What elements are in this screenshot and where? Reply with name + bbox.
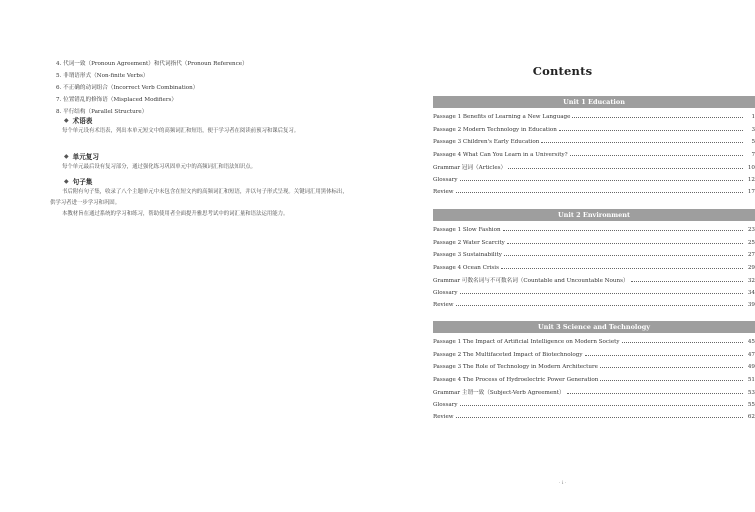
unit-header: Unit 1 Education bbox=[433, 96, 755, 108]
contents-title: Contents bbox=[532, 64, 593, 78]
left-page bbox=[0, 0, 375, 512]
right-page bbox=[375, 0, 755, 512]
review-text: 每个单元最后设有复习部分，通过强化练习巩固单元中的高频词汇和语法知识点。 bbox=[62, 164, 257, 170]
toc-entry[interactable]: Grammar 主谓一致（Subject-Verb Agreement） 53 bbox=[433, 390, 755, 396]
toc-entry[interactable]: Grammar 可数名词与不可数名词（Countable and Uncountable Nouns） 32 bbox=[433, 278, 755, 284]
unit-2 bbox=[433, 209, 755, 314]
sentences-text: 书后附有句子集，收录了八个主题单元中未包含在短文内的高频词汇和短语，并以句子形式呈现。关键词汇用黑体标出，供学习者进一步学习和巩固。 bbox=[50, 189, 348, 206]
toc-entry[interactable]: Passage 3 Children's Early Education 5 bbox=[433, 139, 755, 145]
toc-entry[interactable]: Passage 1 The Impact of Artificial Intelligence on Modern Society 45 bbox=[433, 339, 755, 345]
toc-entry[interactable]: Review 39 bbox=[433, 302, 755, 308]
review-heading: ◆ 单元复习 bbox=[64, 152, 99, 161]
diamond-bullet-icon: ◆ bbox=[64, 152, 69, 160]
toc-entry[interactable]: Review 62 bbox=[433, 414, 755, 420]
toc-entry[interactable]: Glossary 34 bbox=[433, 289, 755, 296]
toc-entry[interactable]: Passage 1 Slow Fashion 23 bbox=[433, 227, 755, 233]
toc-entry[interactable]: Passage 2 Water Scarcity 25 bbox=[433, 239, 755, 246]
unit-3 bbox=[433, 321, 755, 426]
grammar-list bbox=[56, 58, 356, 118]
page-number: · i · bbox=[558, 480, 567, 486]
closing-text: 本教材旨在通过系统的学习和练习，帮助使用者全面提升雅思考试中的词汇量和语法运用能力。 bbox=[62, 211, 289, 217]
glossary-text: 每个单元设有术语表，列出本单元短文中的高频词汇和短语，便于学习者在阅读前预习和课后复习。 bbox=[62, 128, 300, 134]
grammar-list-item: 6. 不正确的动词组合（Incorrect Verb Combination） bbox=[56, 85, 199, 91]
toc-entry[interactable]: Passage 4 What Can You Learn in a University? 7 bbox=[433, 151, 755, 158]
grammar-list-item: 8. 平行结构（Parallel Structure） bbox=[56, 109, 148, 115]
toc-entry[interactable]: Passage 2 Modern Technology in Education 3 bbox=[433, 126, 755, 133]
grammar-list-item: 7. 位置错乱的修饰语（Misplaced Modifiers） bbox=[56, 97, 177, 103]
unit-1 bbox=[433, 96, 755, 201]
toc-entry[interactable]: Glossary 55 bbox=[433, 401, 755, 408]
sentences-section bbox=[50, 175, 350, 220]
toc-entry[interactable]: Passage 2 The Multifaceted Impact of Biotechnology 47 bbox=[433, 351, 755, 358]
glossary-section bbox=[50, 114, 350, 137]
review-section bbox=[50, 150, 350, 173]
toc-entry[interactable]: Grammar 冠词（Articles） 10 bbox=[433, 165, 755, 171]
unit-header: Unit 3 Science and Technology bbox=[433, 321, 755, 333]
grammar-list-item: 5. 非谓语形式（Non-finite Verbs） bbox=[56, 73, 149, 79]
toc-entry[interactable]: Passage 4 Ocean Crisis 29 bbox=[433, 264, 755, 271]
toc-entry[interactable]: Passage 4 The Process of Hydroelectric Power Generation 51 bbox=[433, 376, 755, 383]
toc-entry[interactable]: Review 17 bbox=[433, 189, 755, 195]
sentences-heading: ◆ 句子集 bbox=[64, 177, 93, 186]
toc-entry[interactable]: Passage 1 Benefits of Learning a New Language 1 bbox=[433, 114, 755, 120]
diamond-bullet-icon: ◆ bbox=[64, 177, 69, 185]
glossary-heading: ◆ 术语表 bbox=[64, 116, 93, 125]
grammar-list-item: 4. 代词一致（Pronoun Agreement）和代词指代（Pronoun Reference） bbox=[56, 61, 248, 67]
toc-entry[interactable]: Passage 3 Sustainability 27 bbox=[433, 252, 755, 258]
toc-entry[interactable]: Passage 3 The Role of Technology in Modern Architecture 49 bbox=[433, 364, 755, 370]
diamond-bullet-icon: ◆ bbox=[64, 116, 69, 124]
toc-entry[interactable]: Glossary 12 bbox=[433, 176, 755, 183]
unit-header: Unit 2 Environment bbox=[433, 209, 755, 221]
